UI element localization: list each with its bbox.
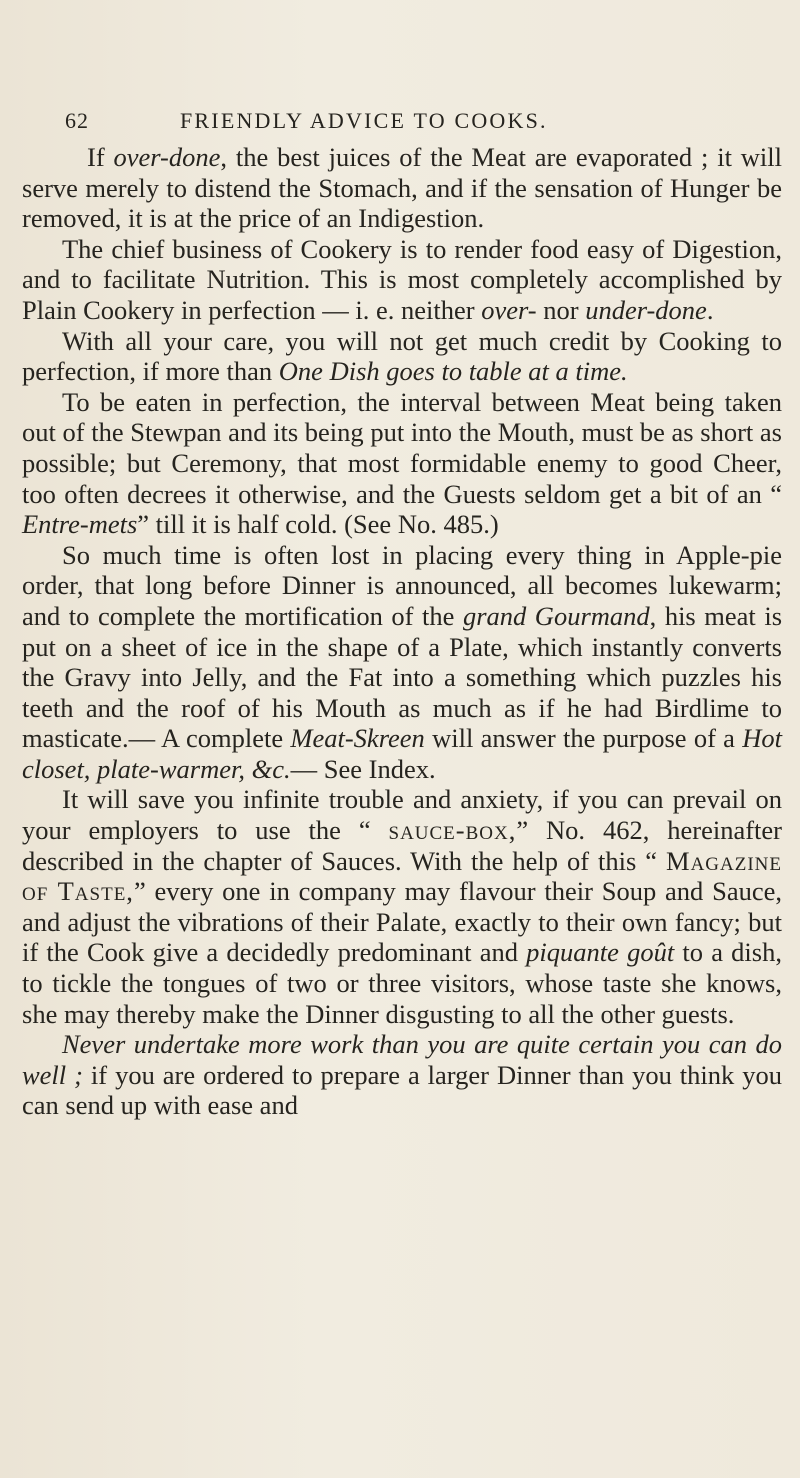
paragraph xyxy=(22,326,782,387)
text-run: over- xyxy=(481,294,537,325)
text-run: ” every one in company may flavour their Soup and Sauce, and adjust the vibrations of their Palate, exactly to their own fancy; but if the Cook give a decidedly predominant and xyxy=(22,876,783,968)
text-run: , the best juices of the Meat are evaporated ; it will serve merely to distend the Stomach, and if the sensation of Hunger be removed, it is at the price of an Indigestion. xyxy=(22,142,782,234)
paragraph xyxy=(22,540,782,785)
paragraph xyxy=(22,784,782,1029)
text-run: Meat-Skreen xyxy=(290,723,425,754)
text-run: . xyxy=(706,294,714,325)
text-run: ” till it is half cold. (See No. 485.) xyxy=(137,509,499,540)
text-run: if you are ordered to prepare a larger Dinner than you think you can send up with ease and xyxy=(22,1059,782,1121)
text-run: The chief business of Cookery is to render food easy of Digestion, and to facilitate Nutrition. This is most completely accomplished by Plain Cookery in perfection — i. e. neither xyxy=(22,233,782,325)
page-number: 62 xyxy=(65,108,89,133)
paragraph xyxy=(22,234,782,326)
text-run: Never undertake more work than you are quite certain you can do well ; xyxy=(22,1029,782,1090)
text-run: sauce-box, xyxy=(388,815,517,846)
text-run: nor xyxy=(536,294,586,325)
text-run: One Dish goes to table at a time. xyxy=(278,356,628,387)
text-run: With all your care, you will not get much credit by Cooking to perfection, if more than xyxy=(22,325,782,387)
text-run: If xyxy=(87,142,114,172)
page-header xyxy=(65,108,740,138)
text-run: Entre-mets xyxy=(22,509,138,540)
text-run: Magazine of Taste, xyxy=(22,845,782,907)
text-run: under-done xyxy=(585,294,707,325)
text-run: To be eaten in perfection, the interval between Meat being taken out of the Stewpan and its being put into the Mouth, must be as short as possible; but Ceremony, that most formidable enemy to good Cheer, too often decrees it otherwise, and the Guests seldom get a bit of an “ xyxy=(22,386,782,509)
text-run: — See Index. xyxy=(290,753,436,784)
text-run: Hot closet, plate-warmer, &c. xyxy=(22,723,782,784)
text-run: grand Gourmand xyxy=(462,600,650,631)
text-run: , his meat is put on a sheet of ice in the shape of a Plate, which instantly converts the Gravy into Jelly, and the Fat into a something which puzzles his teeth and the roof of his Mouth as much as if he had Birdlime to masticate.— A complete xyxy=(22,600,783,754)
text-run: will answer the purpose of a xyxy=(424,723,743,754)
body-text xyxy=(22,142,782,1121)
running-head: FRIENDLY ADVICE TO COOKS. xyxy=(180,108,548,133)
paragraph xyxy=(22,1029,782,1121)
text-run: It will save you infinite trouble and anxiety, if you can prevail on your employers to use the “ xyxy=(22,784,782,846)
text-run: So much time is often lost in placing every thing in Apple-pie order, that long before Dinner is announced, all becomes lukewarm; and to complete the mortification of the xyxy=(22,539,782,631)
paragraph xyxy=(22,142,782,234)
text-run: to a dish, to tickle the tongues of two or three visitors, whose taste she knows, she may thereby make the Dinner disgusting to all the other guests. xyxy=(22,937,782,1029)
text-run: ” No. 462, hereinafter described in the chapter of Sauces. With the help of this “ xyxy=(22,815,782,876)
text-run: piquante goût xyxy=(526,937,675,968)
paragraph xyxy=(22,387,782,540)
text-run: over-done xyxy=(113,142,221,172)
